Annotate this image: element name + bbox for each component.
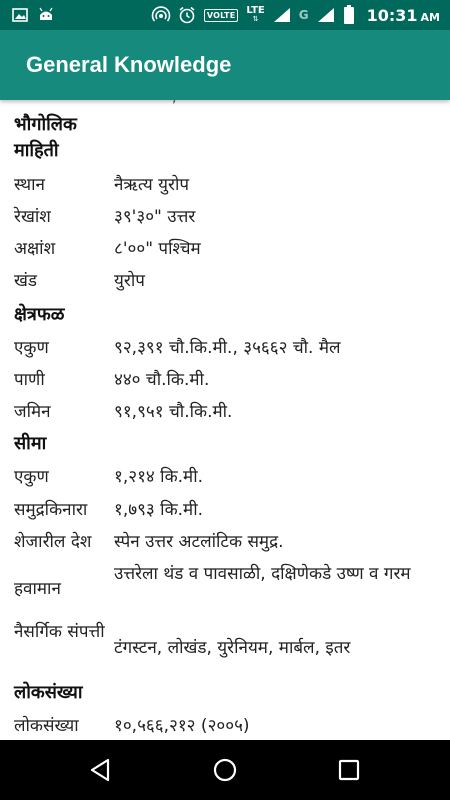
app-title: General Knowledge	[26, 52, 232, 77]
g-network-label: G	[298, 8, 309, 22]
recents-icon	[334, 755, 364, 785]
signal-icon	[273, 7, 291, 23]
row-value: उत्तरेला थंड व पावसाळी, दक्षिणेकडे उष्ण व गरम	[114, 564, 411, 584]
image-icon	[12, 8, 28, 22]
row-label: पाणी	[14, 370, 45, 390]
section-heading-population: लोकसंख्या	[14, 682, 83, 703]
row-label: लोकसंख्या	[14, 716, 79, 736]
lte-label: LTE	[246, 5, 265, 16]
section-heading-border: सीमा	[14, 433, 47, 454]
row-label: रेखांश	[14, 207, 51, 227]
data-arrows-icon: ⇅	[252, 15, 259, 23]
status-bar	[0, 0, 450, 30]
content-scroll-area[interactable]	[0, 100, 450, 740]
alarm-icon	[178, 6, 196, 24]
row-label: एकुण	[14, 338, 49, 358]
app-bar	[0, 30, 450, 100]
row-value: ८'००" पश्चिम	[114, 239, 201, 259]
navigation-bar	[0, 740, 450, 800]
section-heading-area: क्षेत्रफळ	[14, 304, 65, 325]
row-label: शेजारील देश	[14, 532, 92, 552]
row-value: ९१,९५१ चौ.कि.मी.	[114, 402, 233, 422]
volte-badge: VOLTE	[204, 9, 239, 22]
row-value: टंगस्टन, लोखंड, युरेनियम, मार्बल, इतर	[114, 638, 351, 658]
clock-ampm: AM	[420, 10, 440, 24]
row-value: ३९'३०" उत्तर	[114, 207, 196, 227]
row-label: समुद्रकिनारा	[14, 500, 88, 520]
row-value: युरोप	[114, 271, 145, 291]
recents-button[interactable]	[334, 755, 364, 785]
lte-indicator	[246, 6, 264, 24]
home-button[interactable]	[210, 755, 240, 785]
row-label: एकुण	[14, 467, 49, 487]
section-heading-geography: भौगोलिक माहिती	[14, 114, 77, 161]
row-value: ९२,३९१ चौ.कि.मी., ३५६६२ चौ. मैल	[114, 338, 341, 358]
clock-time: 10:31	[366, 5, 418, 25]
row-label: खंड	[14, 271, 38, 291]
back-button[interactable]	[86, 755, 116, 785]
row-label: जमिन	[14, 402, 51, 422]
home-icon	[210, 755, 240, 785]
row-value: १०,५६६,२१२ (२००५)	[114, 716, 250, 736]
battery-icon	[343, 5, 355, 25]
row-label: नैसर्गिक संपत्ती	[14, 622, 105, 642]
row-value: ४४० चौ.कि.मी.	[114, 370, 210, 390]
row-value: १,७९३ कि.मी.	[114, 500, 204, 520]
row-label: अक्षांश	[14, 239, 56, 259]
android-icon	[38, 8, 54, 22]
row-label: हवामान	[14, 579, 61, 599]
row-value: नैऋत्य युरोप	[114, 175, 190, 195]
hotspot-icon	[152, 7, 170, 23]
row-value: १,२१४ कि.मी.	[114, 467, 204, 487]
signal-icon	[317, 7, 335, 23]
row-value: स्पेन उत्तर अटलांटिक समुद्र.	[114, 532, 284, 552]
back-icon	[86, 755, 116, 785]
row-label: स्थान	[14, 175, 45, 195]
